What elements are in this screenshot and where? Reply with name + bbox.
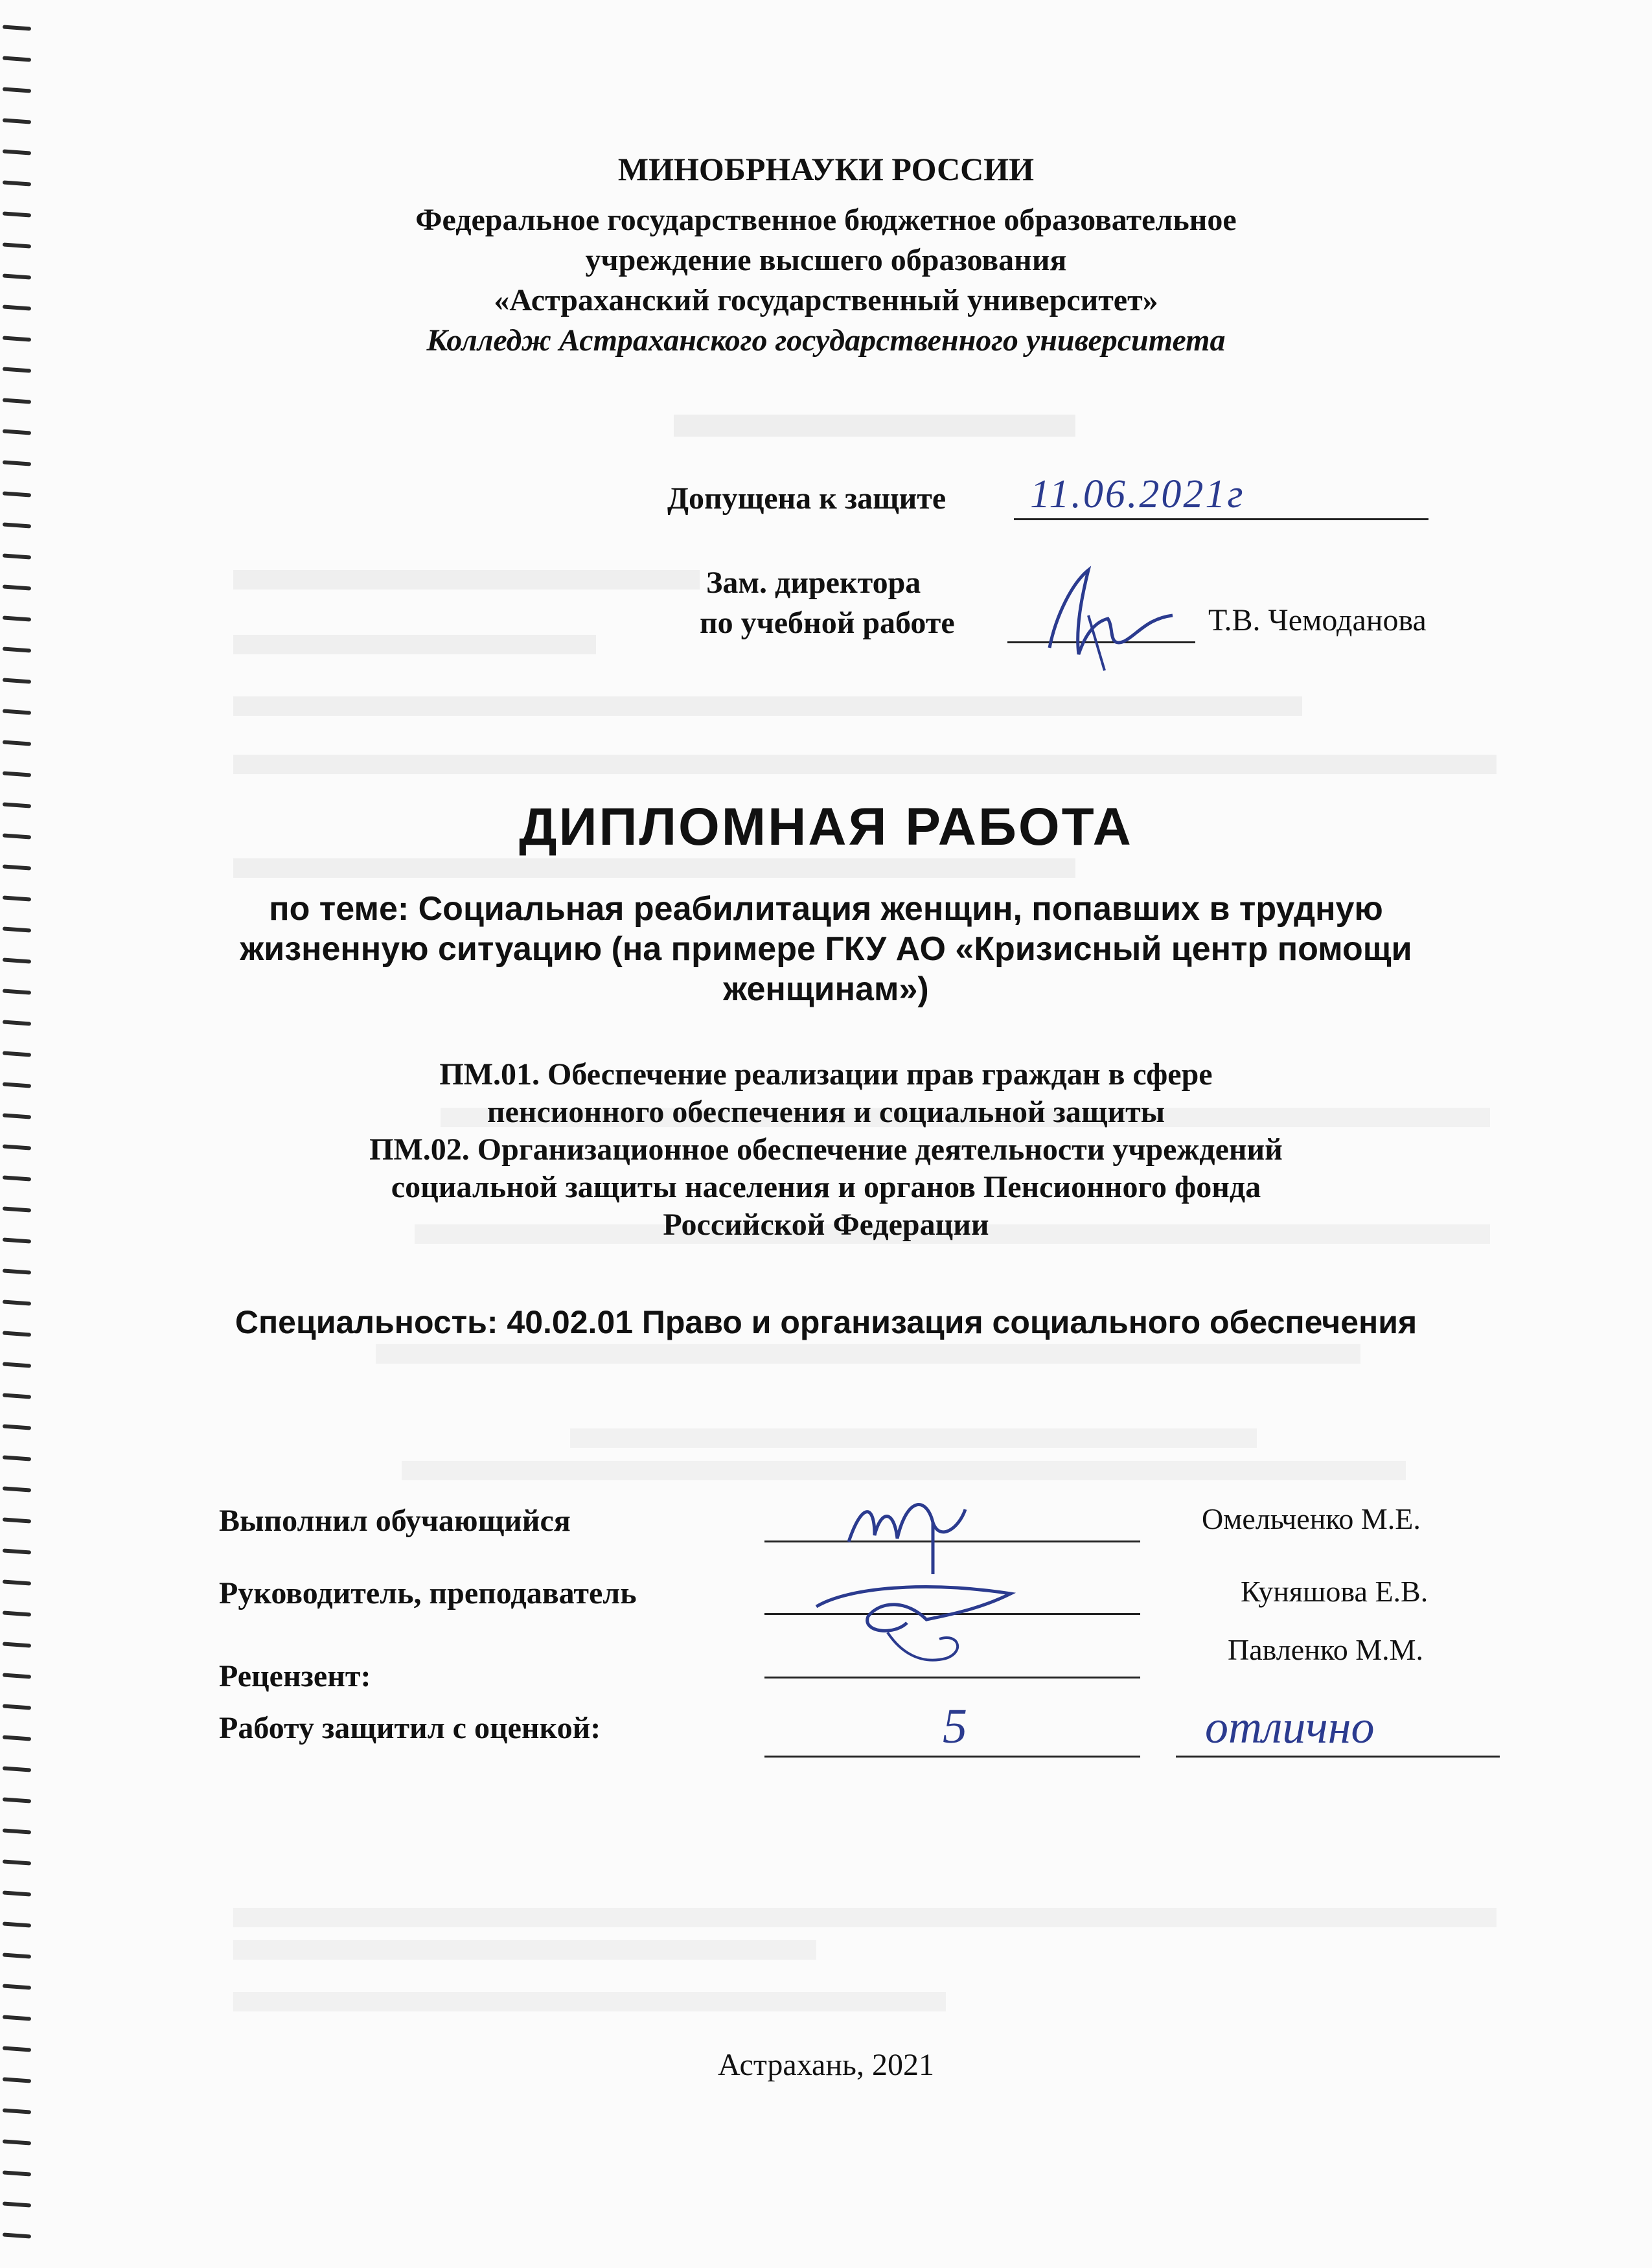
grade-number-line <box>764 1756 1140 1758</box>
student-label: Выполнил обучающийся <box>219 1504 571 1538</box>
module-line-5: Российской Федерации <box>663 1208 989 1242</box>
college-name: Колледж Астраханского государственного университета <box>426 323 1226 358</box>
supervisor-signature <box>797 1555 1043 1684</box>
document-title: ДИПЛОМНАЯ РАБОТА <box>519 797 1133 856</box>
theme-line-3: женщинам») <box>723 970 929 1008</box>
institution-line-2: учреждение высшего образования <box>585 243 1067 277</box>
module-line-2: пенсионного обеспечения и социальной защиты <box>487 1095 1165 1129</box>
reviewer-signature-line <box>764 1677 1140 1678</box>
reviewer-label: Рецензент: <box>219 1659 371 1693</box>
university-name: «Астраханский государственный университет» <box>494 283 1158 317</box>
grade-number: 5 <box>943 1699 967 1754</box>
deputy-name: Т.В. Чемоданова <box>1208 603 1427 637</box>
grade-word-line <box>1176 1756 1500 1758</box>
theme-block <box>0 889 1652 1009</box>
defended-label: Работу защитил с оценкой: <box>219 1711 601 1745</box>
specialty: Специальность: 40.02.01 Право и организация социального обеспечения <box>235 1304 1417 1340</box>
deputy-subtitle: по учебной работе <box>700 606 955 640</box>
supervisor-label: Руководитель, преподаватель <box>219 1576 637 1610</box>
admitted-date-handwritten: 11.06.2021г <box>1030 472 1245 516</box>
deputy-title: Зам. директора <box>706 566 921 600</box>
admitted-label: Допущена к защите <box>667 481 946 516</box>
module-line-4: социальной защиты населения и органов Пенсионного фонда <box>391 1170 1261 1204</box>
student-name: Омельченко М.Е. <box>1202 1502 1421 1535</box>
theme-line-1: по теме: Социальная реабилитация женщин, попавших в трудную <box>269 890 1383 928</box>
supervisor-name: Куняшова Е.В. <box>1241 1575 1428 1608</box>
deputy-signature <box>1011 557 1205 687</box>
ministry-heading: МИНОБРНАУКИ РОССИИ <box>617 151 1035 187</box>
theme-line-2: жизненную ситуацию (на примере ГКУ АО «Кризисный центр помощи <box>240 930 1412 968</box>
city-year: Астрахань, 2021 <box>718 2048 934 2082</box>
institution-line-1: Федеральное государственное бюджетное образовательное <box>415 203 1237 237</box>
module-line-1: ПМ.01. Обеспечение реализации прав граждан в сфере <box>439 1057 1213 1092</box>
modules-block <box>0 1056 1652 1244</box>
module-line-3: ПМ.02. Организационное обеспечение деятельности учреждений <box>369 1132 1283 1167</box>
reviewer-name: Павленко М.М. <box>1228 1633 1424 1666</box>
admitted-date-line <box>1014 518 1428 520</box>
grade-word: отлично <box>1205 1701 1375 1753</box>
